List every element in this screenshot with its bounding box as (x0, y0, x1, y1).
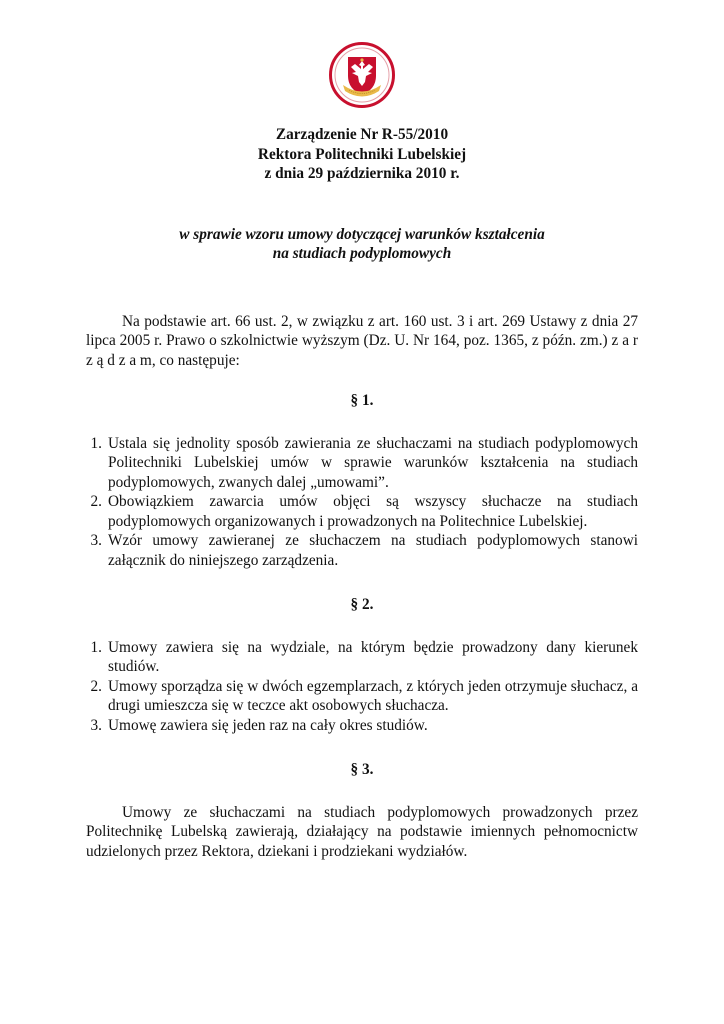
section-1-heading: § 1. (350, 392, 374, 409)
list-item-number: 1. (90, 638, 102, 656)
section-3-heading: § 3. (350, 761, 374, 778)
subject-line-1: w sprawie wzoru umowy dotyczącej warunków kształcenia (179, 225, 545, 243)
list-item-number: 2. (90, 493, 102, 510)
list-item (86, 434, 638, 493)
document-title (86, 125, 638, 184)
list-item (86, 638, 638, 677)
list-item-text: Wzór umowy zawieranej ze słuchaczem na studiach podyplomowych stanowi załącznik do niniejszego zarządzenia. (108, 532, 638, 569)
university-emblem-icon (329, 42, 395, 108)
preamble-paragraph: Na podstawie art. 66 ust. 2, w związku z art. 160 ust. 3 i art. 269 Ustawy z dnia 27 lipca 2005 r. Prawo o szkolnictwie wyższym (Dz. U. Nr 164, poz. 1365, z późn. zm.) z a r z ą d z a m, co następuje: (86, 312, 638, 369)
list-item-number: 1. (90, 434, 102, 452)
document-subject (86, 225, 638, 264)
list-item-number: 2. (90, 677, 102, 695)
document-page (86, 125, 638, 861)
list-item-text: Umowę zawiera się jeden raz na cały okres studiów. (108, 716, 428, 734)
section-1-list (86, 434, 638, 571)
section-2-heading: § 2. (350, 596, 374, 613)
section-2-list (86, 638, 638, 736)
list-item-number: 3. (90, 532, 102, 549)
subject-line-2: na studiach podyplomowych (272, 245, 452, 262)
title-line-2: Rektora Politechniki Lubelskiej (257, 145, 467, 163)
list-item-number: 3. (90, 716, 102, 734)
section-3-paragraph: Umowy ze słuchaczami na studiach podyplomowych prowadzonych przez Politechnikę Lubelską zawierają, działający na podstawie imiennych pełnomocnictw udzielonych przez Rektora, dziekani i prodziekani wydziałów. (86, 803, 638, 860)
list-item (86, 492, 638, 531)
list-item-text: Umowy zawiera się na wydziale, na którym będzie prowadzony dany kierunek studiów. (108, 638, 638, 675)
list-item (86, 716, 638, 736)
list-item (86, 677, 638, 716)
list-item (86, 531, 638, 570)
list-item-text: Obowiązkiem zawarcia umów objęci są wszyscy słuchacze na studiach podyplomowych organizowanych i prowadzonych na Politechnice Lubelskiej. (108, 493, 638, 530)
list-item-text: Ustala się jednolity sposób zawierania ze słuchaczami na studiach podyplomowych Politechniki Lubelskiej umów w sprawie warunków kształcenia na studiach podyplomowych, zwanych dalej „umowami”. (108, 434, 638, 491)
title-line-3: z dnia 29 października 2010 r. (264, 165, 460, 182)
list-item-text: Umowy sporządza się w dwóch egzemplarzach, z których jeden otrzymuje słuchacz, a drugi umieszcza się w teczce akt osobowych słuchacza. (108, 677, 638, 714)
title-line-1: Zarządzenie Nr R-55/2010 (275, 126, 449, 143)
